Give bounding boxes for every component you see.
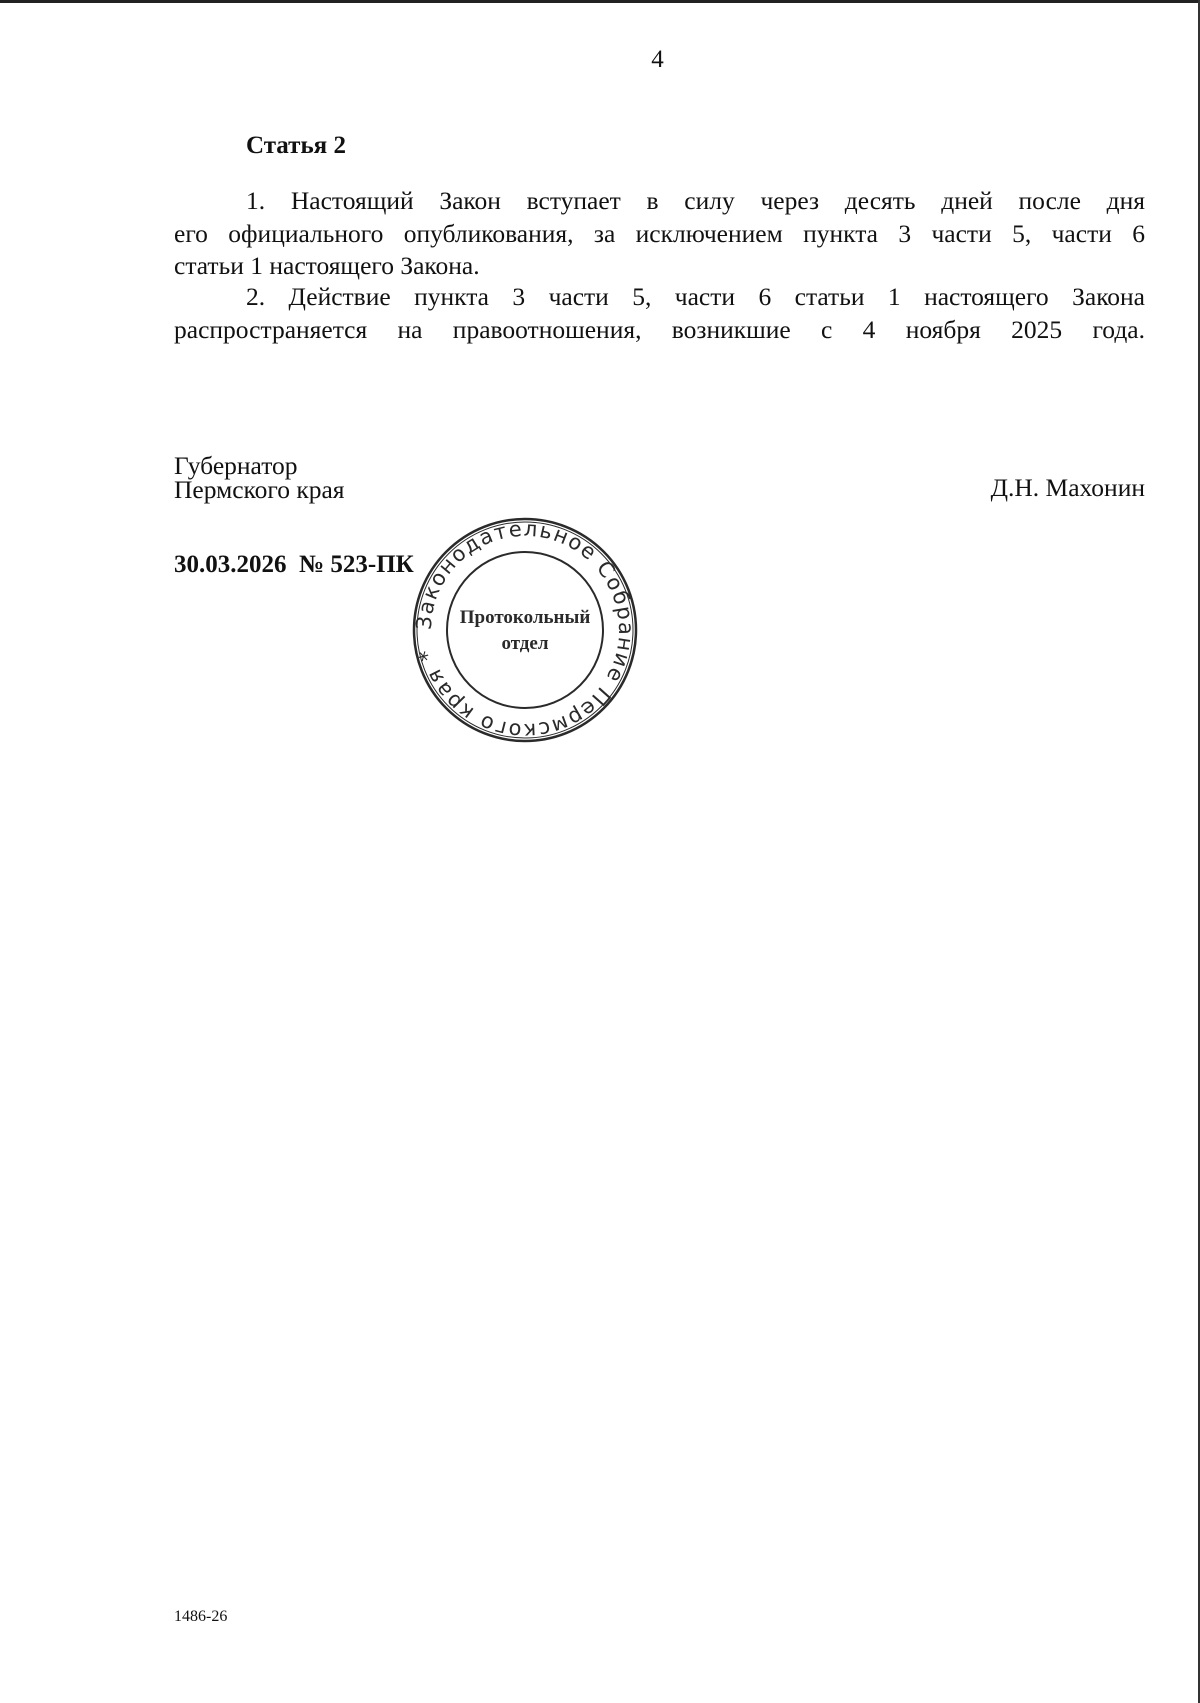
- paragraph-line: его официального опубликования, за исключением пункта 3 части 5, части 6: [174, 218, 1145, 248]
- article-paragraph-1: [174, 185, 1145, 283]
- stamp-center-line-1: Протокольный: [459, 607, 591, 628]
- article-paragraph-2: [174, 281, 1145, 346]
- document-code: 1486-26: [174, 1608, 228, 1625]
- stamp-inner-ring: [447, 552, 603, 708]
- paragraph-line: распространяется на правоотношения, возникшие с 4 ноября 2025 года.: [174, 314, 1145, 344]
- signer-position: [174, 451, 345, 504]
- signer-position-line: Пермского края: [174, 475, 345, 504]
- stamp-ring-text: Законодательное Собрание Пермского края *: [411, 516, 639, 744]
- signer-position-line: Губернатор: [174, 451, 298, 480]
- paragraph-line: 1. Настоящий Закон вступает в силу через десять дней после дня: [246, 186, 1145, 215]
- scan-edge-top: [0, 0, 1200, 3]
- official-stamp: [410, 515, 640, 745]
- paragraph-line: статьи 1 настоящего Закона.: [174, 251, 480, 280]
- article-heading: Статья 2: [246, 132, 346, 159]
- law-date-number: 30.03.2026 № 523-ПК: [174, 551, 414, 578]
- stamp-center-line-2: отдел: [501, 633, 549, 654]
- page-number: 4: [651, 46, 664, 73]
- paragraph-line: 2. Действие пункта 3 части 5, части 6 статьи 1 настоящего Закона: [246, 282, 1145, 311]
- signer-name: Д.Н. Махонин: [990, 473, 1145, 502]
